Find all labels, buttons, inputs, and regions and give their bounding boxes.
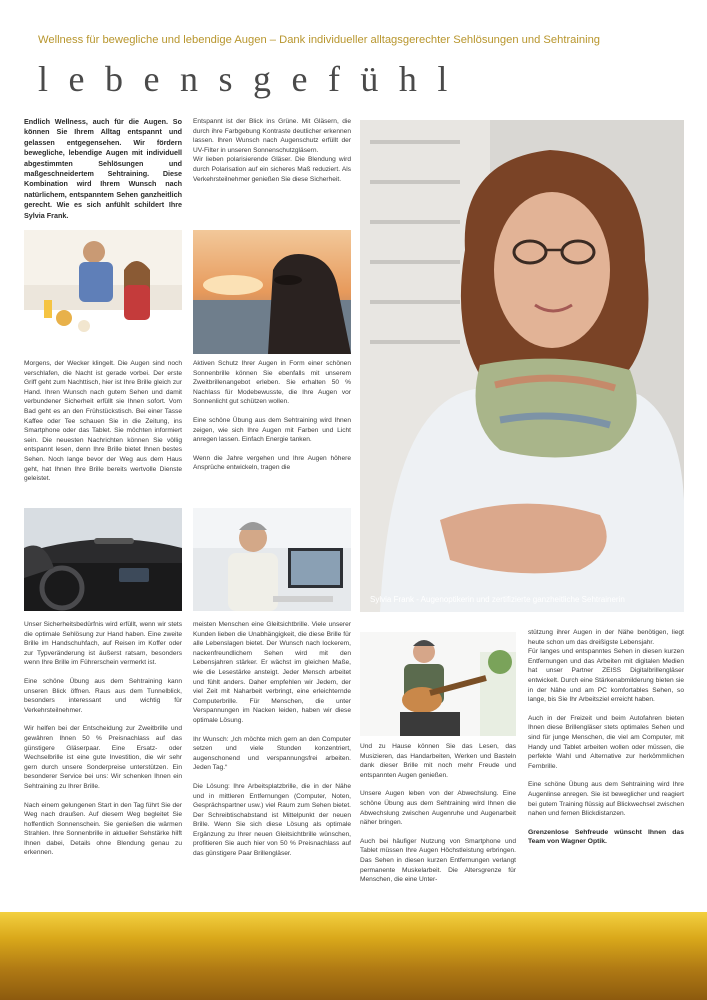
paragraph: Auch bei häufiger Nutzung von Smartphone und Tablet müssen Ihre Augen Höchstleistung erbringen. Das Sehen in diesen kurzen Entfernungen verlangt permanente Muskelarbeit. Die Altersgrenze für Menschen, die eine Unter-: [360, 837, 516, 884]
paragraph: Eine schöne Übung aus dem Sehtraining wird Ihnen zeigen, wie sich Ihre Augen mit Farben und Licht anregen lassen. Einfach Energie tanken.: [193, 416, 351, 444]
portrait-photo: [360, 120, 684, 612]
paragraph: Aktiven Schutz Ihrer Augen in Form einer schönen Sonnenbrille können Sie ebenfalls mit unserem Zweitbrillenangebot erleben. Sie erhalten 50 % Nachlass für Modebewusste, die Ihre Augen vor Sonnenlicht gut schützen wollen.: [193, 360, 351, 406]
paragraph: Unser Sicherheitsbedürfnis wird erfüllt, wenn wir stets die optimale Sehlösung zur Hand haben. Eine zweite Brille im Handschuhfach, auf Reisen im Koffer oder zur Typveränderung ist äußerst ratsam, besonders wenn Ihre Brille im Führerschein vermerkt ist.: [24, 621, 182, 667]
col4-body: [528, 628, 684, 856]
paragraph: Wir helfen bei der Entscheidung zur Zweitbrille und gewähren Ihnen 50 % Preisnachlass auf das günstigere Gläserpaar. Eine Ersatz- oder Wechselbrille ist eine gute Investition, die wir sehr gern durch unsere Sonderpreise unterstützen. Ein besonderer Service bei uns: Wir schenken Ihnen ein Sehtraining zu Ihrer Brille.: [24, 725, 182, 790]
paragraph: Nach einem gelungenen Start in den Tag führt Sie der Weg nach draußen. Auf diesem Weg begleitet Sie hoffentlich Sonnenschein. Sie genießen die wärmen Strahlen. Ihre Sonnenbrille in aktueller Sehstärke hilft Ihnen dabei, Details ohne Blendung genau zu erkennen.: [24, 801, 182, 857]
col2-body: [193, 620, 351, 868]
paragraph: Eine schöne Übung aus dem Sehtraining wird Ihre Augenlinse anregen. Sie ist beweglicher und reagiert bei gutem Training flüssig auf Blickwechsel zwischen nahen und fernen Blickdistanzen.: [528, 781, 684, 818]
morning-text: Morgens, der Wecker klingelt. Die Augen sind noch verschlafen, die Nacht ist gerade vorbei. Der erste Griff geht zum Nachttisch, hier ist Ihre Brille gleich zur Hand. Ihren Wunsch nach gutem Sehen und damit verbundener Sicherheit erfüllt sie Ihnen sofort. Vom Bad geht es an den Frühstückstisch. Bei einer Tasse Kaffee oder Tee schauen Sie in die Zeitung, ins Smartphone oder das Tablet. Sie möchten informiert sein. Die neuesten Nachrichten können Sie völlig entspannt lesen, denn Ihre Brille bietet Ihnen bestes Sehen. Noch lange bevor der Weg aus dem Haus geht, hat Ihnen Ihre Brille bereits wertvolle Dienste geleistet.: [24, 360, 182, 483]
paragraph: Die Lösung: Ihre Arbeitsplatzbrille, die in der Nähe und in mittleren Entfernungen (Computer, Noten, Gesprächspartner usw.) viel Raum zum Sehen bietet. Der Schreibtischabstand ist Mittelpunkt der neuen Brille. Wenn Sie sich diese Lösung als optimale Ergänzung zu Ihrer neuen Gleitsichtbrille wünschen, profitieren Sie auch hier von 50 % Preisnachlass auf das günstigere Paar Brillengläser.: [193, 782, 351, 858]
page-title: lebensgefühl: [38, 59, 468, 99]
guitar-photo: [360, 632, 516, 736]
paragraph: Und zu Hause können Sie das Lesen, das Musizieren, das Handarbeiten, Werken und Basteln dank dieser Brille mit noch mehr Freude und entspannten Augen genießen.: [360, 743, 516, 779]
page-subtitle: Wellness für bewegliche und lebendige Augen – Dank individueller alltagsgerechter Sehlösungen und Sehtraining: [38, 34, 601, 46]
breakfast-photo: [24, 230, 182, 354]
closing-text: Grenzenlose Sehfreude wünscht Ihnen das Team von Wagner Optik.: [528, 828, 684, 846]
col2-top: [193, 117, 351, 193]
intro-text: Endlich Wellness, auch für die Augen. So können Sie Ihrem Alltag entspannt und gelassen entgegensehen. Wir fördern bewegliche, lebendige Augen mit individuell abgestimmten Sehlösungen und maßgeschneidertem Sehtraining. Diese Kombination wird Ihrem Wunsch nach natürlichem, entspanntem Sehen ganzheitlich gerecht. Wie es sich anfühlt schildert Ihre Sylvia Frank.: [24, 117, 182, 220]
paragraph: stützung ihrer Augen in der Nähe benötigen, liegt heute schon um das dreißigste Lebensjahr.: [528, 629, 684, 646]
col3-body: [360, 742, 516, 894]
paragraph: Eine schöne Übung aus dem Sehtraining kann unseren Blick öffnen. Raus aus dem Tunnelblick, besonders interessant und wichtig für Verkehrsteilnehmer.: [24, 677, 182, 714]
paragraph: Ihr Wunsch: „Ich möchte mich gern an den Computer setzen und viele Stunden konzentriert, augenschonend und verspannungsfrei arbeiten. Jeden Tag.“: [193, 735, 351, 772]
col2-middle: [193, 359, 351, 482]
paragraph: meisten Menschen eine Gleitsichtbrille. Viele unserer Kunden lieben die Unabhängigkeit, die diese Brille für alle Lebenslagen bietet. Der Wunsch nach lockerem, nackenfreundlichem Sehen wird mit den Lebensjahren stärker. Er wächst im gleichen Maße, wie die Lesestärke ansteigt. Jeder Mensch arbeitet und fühlt anders. Daher empfehlen wir Jedem, der viel Zeit mit Naharbeit verbringt, eine erleichternde Computerbrille. Für Menschen, die unter Verspannungen im Nacken leiden, haben wir diese optimale Lösung.: [193, 621, 351, 724]
car-interior-photo: [24, 508, 182, 611]
paragraph: Für langes und entspanntes Sehen in diesen kurzen Entfernungen und das Arbeiten mit digitalen Medien hat unser Partner ZEISS Digitalbrillengläser entwickelt. Durch eine Stärkenabmilderung bieten sie in der Nähe und am PC komfortables Sehen, so lange, bis Sie Ihr Arbeitsziel erreicht haben.: [528, 648, 684, 704]
portrait-caption: Sylvia Frank - Augenoptikerin und zertifizierte ganzheitliche Sehtrainerin: [370, 595, 625, 604]
paragraph: Wir lieben polarisierende Gläser. Die Blendung wird durch Polarisation auf ein sicheres Maß reduziert. Als Verkehrsteilnehmer genießen Sie diese Sicherheit.: [193, 156, 351, 183]
paragraph: Unsere Augen leben von der Abwechslung. Eine schöne Übung aus dem Sehtraining wird Ihnen die Abwechslung zwischen Augenruhe und Augenarbeit näher bringen.: [360, 790, 516, 827]
paragraph: Entspannt ist der Blick ins Grüne. Mit Gläsern, die durch ihre Farbgebung Kontraste deutlicher erkennen lassen. Ihren Wunsch nach Augenschutz erfüllt der UV-Filter in unseren Sonnenschutzgläsern.: [193, 118, 351, 154]
paragraph: Auch in der Freizeit und beim Autofahren bieten Ihnen diese Brillengläser stets optimales Sehen und sind für junge Menschen, die viel am Computer, mit Handy und Tablet arbeiten wollen oder müssen, die perfekte Wahl und Alternative zur herkömmlichen Fernbrille.: [528, 714, 684, 770]
paragraph: Wenn die Jahre vergehen und Ihre Augen höhere Ansprüche entwickeln, tragen die: [193, 454, 351, 472]
footer-gold-band: [0, 912, 707, 1000]
col1-body: [24, 620, 182, 867]
sunset-sea-photo: [193, 230, 351, 354]
computer-work-photo: [193, 508, 351, 611]
